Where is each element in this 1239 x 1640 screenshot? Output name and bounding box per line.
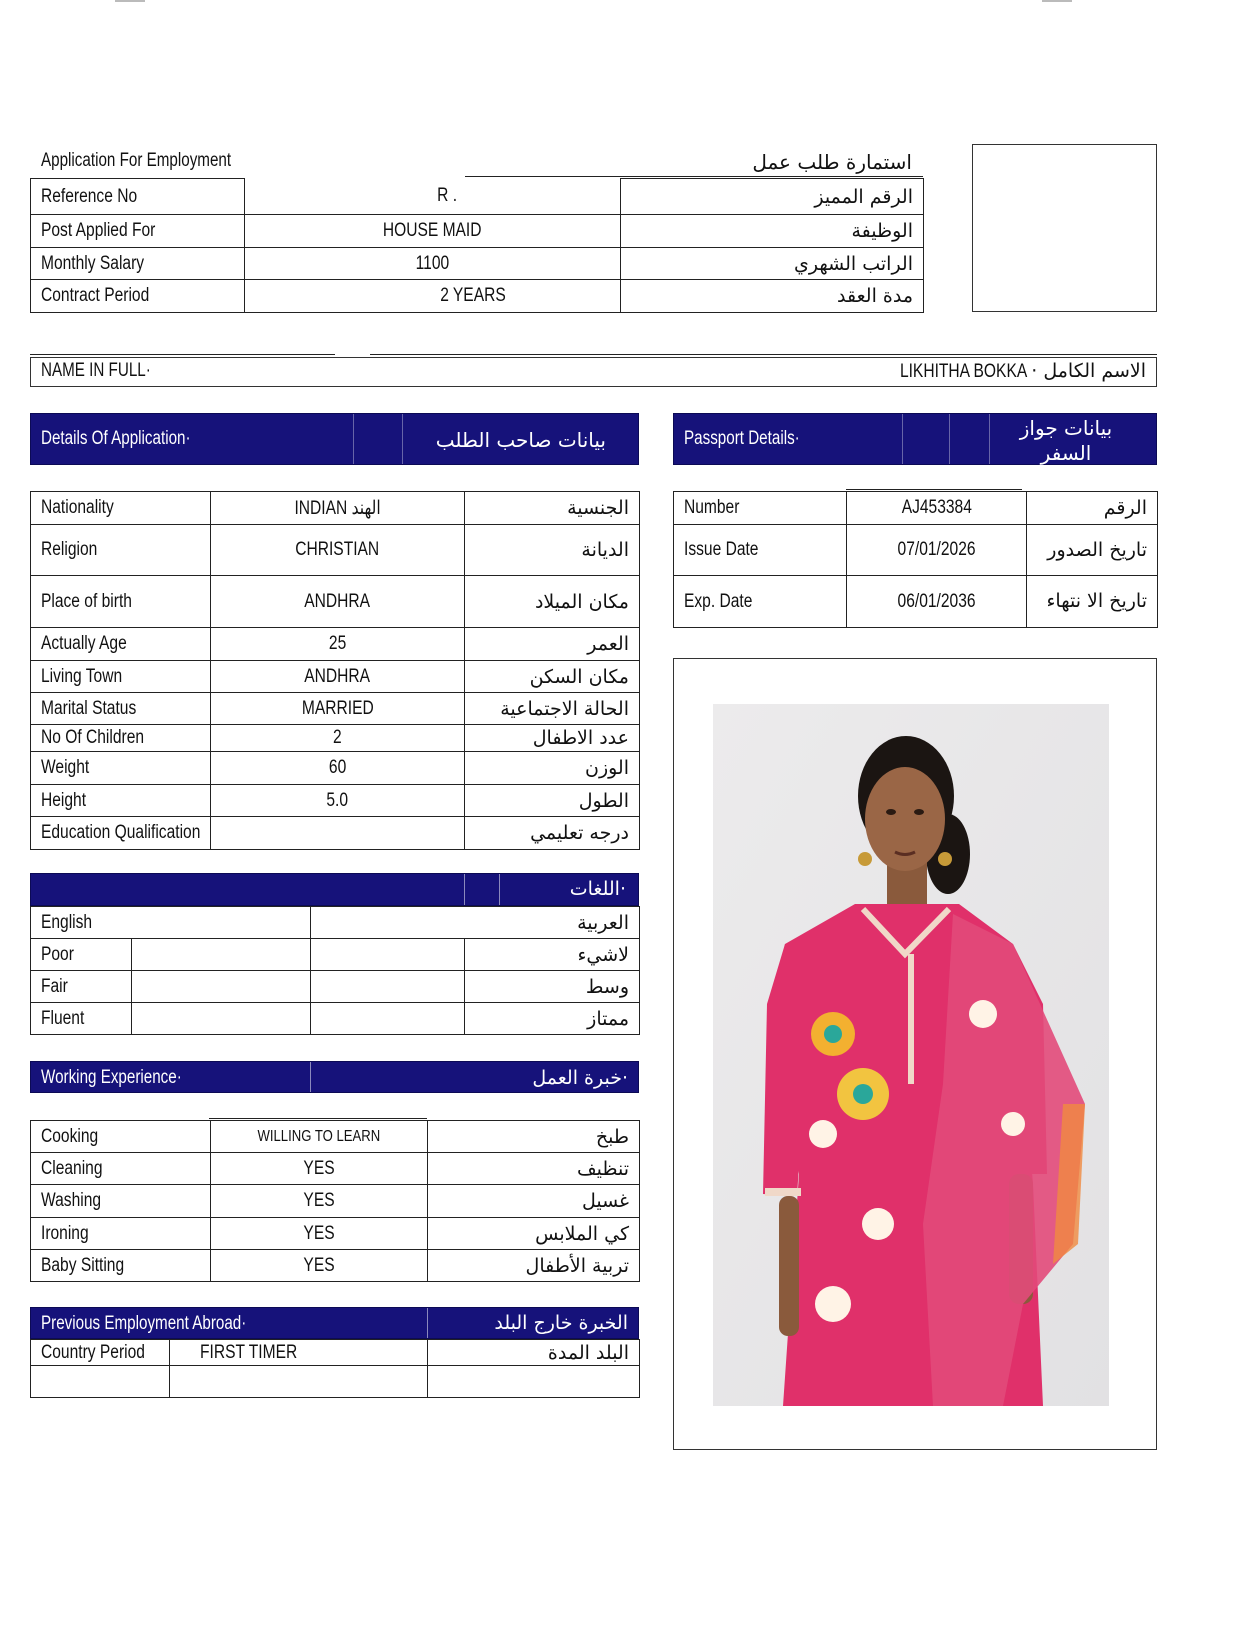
photo-box-small xyxy=(972,144,1157,312)
babysitting-label: Baby Sitting xyxy=(41,1254,125,1276)
table-row xyxy=(31,179,924,215)
weight-label: Weight xyxy=(41,757,90,778)
details-header xyxy=(30,413,639,465)
birthplace-label-ar: مكان الميلاد xyxy=(534,590,629,613)
nationality-label-ar: الجنسية xyxy=(567,497,629,519)
height-value: 5.0 xyxy=(326,789,349,811)
table-row xyxy=(31,1218,640,1250)
age-label-ar: العمر xyxy=(587,633,629,655)
name-rule-right xyxy=(370,354,1157,355)
level-fluent-label: Fluent xyxy=(41,1007,85,1029)
table-row xyxy=(31,628,640,661)
age-label: Actually Age xyxy=(41,633,127,654)
passport-header-en: Passport Details· xyxy=(684,428,800,449)
previous-header-en: Previous Employment Abroad· xyxy=(41,1313,247,1334)
top-table xyxy=(30,178,924,313)
birthplace-value: ANDHRA xyxy=(304,590,371,612)
ironing-value: YES xyxy=(303,1222,335,1244)
living-town-value: ANDHRA xyxy=(304,665,371,687)
ref-value: R . xyxy=(437,185,458,207)
page-mark xyxy=(1042,0,1072,2)
table-row xyxy=(31,1003,640,1035)
marital-label: Marital Status xyxy=(41,697,137,719)
name-label-ar: · الاسم الكامل xyxy=(1031,360,1146,382)
contract-label-ar: مدة العقد xyxy=(837,285,913,307)
living-town-label-ar: مكان السكن xyxy=(529,665,629,688)
age-value: 25 xyxy=(328,633,347,654)
salary-label-ar: الراتب الشهري xyxy=(794,252,913,275)
table-row xyxy=(31,907,640,939)
table-row xyxy=(31,492,640,525)
table-row xyxy=(31,215,924,248)
level-fair-label: Fair xyxy=(41,975,68,997)
ref-label: Reference No xyxy=(41,185,138,207)
table-row xyxy=(31,1340,640,1366)
height-label: Height xyxy=(41,789,87,811)
table-row xyxy=(674,525,1158,576)
ironing-label: Ironing xyxy=(41,1222,89,1244)
ironing-label-ar: كي الملابس xyxy=(535,1222,629,1245)
babysitting-value: YES xyxy=(303,1254,335,1276)
level-poor-label-ar: لاشيء xyxy=(577,943,630,966)
post-value: HOUSE MAID xyxy=(383,220,482,241)
contract-value: 2 YEARS xyxy=(439,285,506,306)
title-ar: استمارة طلب عمل xyxy=(752,150,912,174)
name-label: NAME IN FULL· xyxy=(41,360,151,381)
religion-label-ar: الديانة xyxy=(581,539,629,561)
exp-date-label-ar: تاريخ الا نتهاء xyxy=(1046,590,1147,612)
title-underline xyxy=(465,176,923,177)
children-value: 2 xyxy=(333,727,342,748)
table-row xyxy=(31,693,640,725)
post-label-ar: الوظيفة xyxy=(851,220,913,242)
name-value-wrap xyxy=(872,360,1146,383)
experience-header xyxy=(30,1061,639,1093)
salary-label: Monthly Salary xyxy=(41,252,145,274)
marital-value: MARRIED xyxy=(301,697,374,719)
weight-value: 60 xyxy=(328,757,347,778)
washing-label: Washing xyxy=(41,1190,102,1211)
passport-number-value: AJ453384 xyxy=(901,497,972,518)
level-fair-label-ar: وسط xyxy=(585,975,630,998)
cooking-label-ar: طبخ xyxy=(595,1125,629,1148)
passport-number-label-ar: الرقم xyxy=(1103,497,1147,519)
experience-rule xyxy=(209,1118,427,1119)
passport-table xyxy=(673,491,1158,628)
table-row xyxy=(31,525,640,576)
salary-value: 1100 xyxy=(415,252,450,274)
level-poor-label: Poor xyxy=(41,943,74,965)
details-header-en: Details Of Application· xyxy=(41,428,191,449)
nationality-label: Nationality xyxy=(41,497,114,518)
issue-date-label-ar: تاريخ الصدور xyxy=(1047,538,1147,561)
exp-date-label: Exp. Date xyxy=(684,590,753,612)
languages-header xyxy=(30,873,639,906)
details-header-ar: بيانات صاحب الطلب xyxy=(435,428,606,452)
table-row xyxy=(31,576,640,628)
table-row xyxy=(31,280,924,313)
cooking-label: Cooking xyxy=(41,1125,99,1147)
washing-label-ar: غسيل xyxy=(581,1190,629,1212)
table-row xyxy=(31,725,640,752)
country-period-label-ar: البلد المدة xyxy=(547,1341,629,1364)
birthplace-label: Place of birth xyxy=(41,590,132,612)
passport-number-label: Number xyxy=(684,497,740,518)
details-table xyxy=(30,491,640,850)
experience-header-ar: ·خبرة العمل xyxy=(532,1067,628,1089)
table-row xyxy=(674,492,1158,525)
babysitting-label-ar: تربية الأطفال xyxy=(525,1254,629,1277)
table-row xyxy=(31,1250,640,1282)
title-en: Application For Employment xyxy=(41,150,232,171)
marital-label-ar: الحالة الاجتماعية xyxy=(500,697,629,720)
experience-table xyxy=(30,1120,640,1282)
issue-date-label: Issue Date xyxy=(684,539,759,560)
cleaning-label-ar: تنظيف xyxy=(576,1157,629,1180)
ref-label-ar: الرقم المميز xyxy=(814,185,913,208)
country-period-label: Country Period xyxy=(41,1341,145,1363)
name-rule-left xyxy=(30,354,335,355)
country-period-value: FIRST TIMER xyxy=(200,1341,298,1363)
table-row xyxy=(31,1121,640,1153)
name-value: LIKHITHA BOKKA xyxy=(899,361,1027,382)
passport-header-ar: بيانات جواز السفر xyxy=(1019,416,1113,465)
table-row xyxy=(31,817,640,850)
children-label: No Of Children xyxy=(41,727,145,748)
height-label-ar: الطول xyxy=(578,789,629,812)
languages-header-ar: ·اللغات xyxy=(569,878,626,900)
religion-label: Religion xyxy=(41,539,98,560)
page-mark xyxy=(115,0,145,2)
religion-value: CHRISTIAN xyxy=(295,539,380,560)
education-label: Education Qualification xyxy=(41,822,201,843)
cooking-value: WILLING TO LEARN xyxy=(257,1127,381,1145)
living-town-label: Living Town xyxy=(41,665,123,687)
passport-rule xyxy=(846,489,1022,490)
table-row xyxy=(31,785,640,817)
post-label: Post Applied For xyxy=(41,220,156,241)
languages-table xyxy=(30,906,640,1035)
exp-date-value: 06/01/2036 xyxy=(897,590,976,612)
table-row xyxy=(674,576,1158,628)
passport-header xyxy=(673,413,1157,465)
table-row xyxy=(31,661,640,693)
table-row xyxy=(31,939,640,971)
table-row xyxy=(31,971,640,1003)
children-label-ar: عدد الاطفال xyxy=(532,727,629,749)
table-row xyxy=(31,1366,640,1398)
table-row xyxy=(31,752,640,785)
applicant-photo xyxy=(713,704,1109,1406)
nationality-value: INDIAN الهند xyxy=(294,497,381,519)
cleaning-value: YES xyxy=(303,1157,335,1179)
education-label-ar: درجه تعليمي xyxy=(530,822,629,844)
previous-table xyxy=(30,1339,640,1398)
level-fluent-label-ar: ممتاز xyxy=(587,1007,630,1030)
cleaning-label: Cleaning xyxy=(41,1157,103,1179)
language-english-label: English xyxy=(41,911,93,933)
contract-label: Contract Period xyxy=(41,285,150,306)
washing-value: YES xyxy=(303,1190,335,1211)
weight-label-ar: الوزن xyxy=(584,757,629,779)
experience-header-en: Working Experience· xyxy=(41,1067,182,1088)
issue-date-value: 07/01/2026 xyxy=(897,539,976,560)
table-row xyxy=(31,1185,640,1218)
previous-header xyxy=(30,1307,639,1339)
previous-header-ar: الخبرة خارج البلد xyxy=(494,1312,628,1334)
table-row xyxy=(31,248,924,280)
language-arabic-label: العربية xyxy=(577,911,630,934)
table-row xyxy=(31,1153,640,1185)
